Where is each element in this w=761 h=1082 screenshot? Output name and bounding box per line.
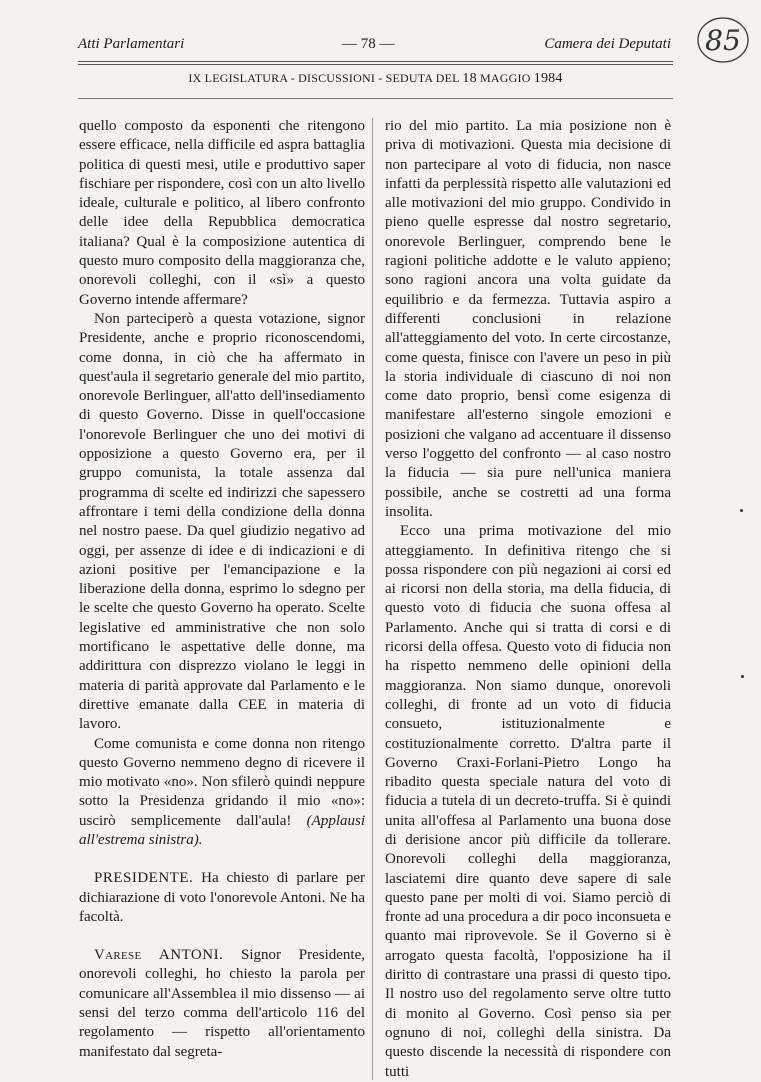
session-subheader: [78, 71, 673, 87]
session-legislature: IX LEGISLATURA - DISCUSSIONI - SEDUTA DEL: [188, 71, 463, 85]
session-day: 18: [462, 71, 477, 86]
speaker-last-name: ANTONI.: [141, 947, 224, 964]
left-paragraph-1: quello composto da esponenti che ritengono essere efficace, nella difficile ed aspra battaglia politica di questi mesi, utile e produttivo saper fischiare per rispondere, così con un alto livello ideale, culturale e politico, al libero confronto delle idee della Repubblica democratica italiana? Qual è la composizione autentica di questo muro composito della maggioranza che, onorevoli colleghi, con il «sì» a questo Governo intende affermare?: [79, 118, 365, 308]
scan-speck: [740, 509, 743, 512]
session-month: MAGGIO: [476, 71, 534, 85]
speaker-text: Signor Presidente, onorevoli colleghi, ho chiesto la parola per comunicare all'Assemblea il mio dissenso — ai sensi del terzo comma dell'articolo 116 del regolamento — rispetto all'orientamento manifestato dal segreta-: [79, 947, 365, 1060]
president-text: Ha chiesto di parlare per dichiarazione di voto l'onorevole Antoni. Ne ha facoltà.: [79, 870, 365, 925]
journal-title: Atti Parlamentari: [78, 36, 185, 52]
speaker-first-name: Varese: [94, 947, 142, 964]
page-number: — 78 —: [342, 36, 395, 52]
scan-speck: [741, 675, 744, 678]
left-column: [79, 117, 365, 1062]
subheader-rule: [78, 98, 673, 99]
header-rule-bottom: [78, 64, 673, 65]
right-paragraph-2: Ecco una prima motivazione del mio atteggiamento. In definitiva ritengo che si possa rispondere con più negazioni ai corsi ed ai ricorsi non della storia, ma della fiducia, di questo voto di fiducia che suona offesa al Parlamento. Anche qui si tratta di corsi e di ricorsi della offesa. Questo voto di fiducia non ha rispetto nemmeno delle opinioni della maggioranza. Non siamo dunque, onorevoli colleghi, di fronte ad un voto di fiducia consueto, istituzionalmente e costituzionalmente corretto. D'altra parte il Governo Craxi-Forlani-Pietro Longo ha ribadito questa speciale natura del voto di fiducia a tutela di un decreto-truffa. Si è quindi unita all'offesa al Parlamento una buona dose di derisione ancor più difficile da tollerare. Onorevoli colleghi della maggioranza, lasciatemi dire quanto deve sapere di sale questo pane per molti di voi. Siamo perciò di fronte ad una procedura a dir poco inconsueta e quanto mai riprovevole. Se il Governo si è arrogato questa facoltà, l'opposizione ha il diritto di contrastare una prassi di questo tipo. Il nostro uso del regolamento serve oltre tutto di monito al Governo. Così penso sia per ognuno di noi, colleghi della sinistra. Da questo discende la necessità di rispondere con tutti: [385, 523, 671, 1080]
speaker-paragraph: [79, 946, 365, 1062]
president-label: PRESIDENTE.: [94, 870, 194, 887]
chamber-title: Camera dei Deputati: [544, 36, 671, 52]
column-divider: [372, 118, 373, 1080]
handwritten-page-stamp: [693, 10, 751, 68]
applause-note: (Applausi all'estrema sinistra).: [79, 812, 365, 848]
stamp-number: 85: [705, 24, 741, 57]
president-paragraph: [79, 869, 365, 927]
left-paragraph-3-text: Come comunista e come donna non ritengo questo Governo nemmeno degno di ricevere il mio motivato «no». Non sfilerò quindi neppure sotto la Presidenza gridando il mio «no»: uscirò semplicemente dall'aula!: [79, 735, 365, 829]
right-paragraph-1: rio del mio partito. La mia posizione non è priva di motivazioni. Questa mia decisione di non partecipare al voto di fiducia, non nasce infatti da perplessità rispetto alle valutazioni ed alle motivazioni del mio gruppo. Condivido in pieno quelle espresse dal nostro segretario, onorevole Berlinguer, comprendo bene le ragioni politiche addotte e le valuto appieno; sono ragioni ancora una volta guidate da equilibrio e da fermezza. Tuttavia aspiro a differenti conclusioni in relazione all'atteggiamento del voto. In certe circostanze, come questa, finisce con l'avere un peso in più la storia individuale di ciascuno di noi non come dato proprio, bensì come esigenza di manifestare all'esterno singole emozioni e posizioni che valgano ad accentuare il dissenso verso l'oggetto del confronto — al caso nostro la fiducia — sia pure nell'unica maniera possibile, anche se costretti ad una forma insolita.: [385, 118, 671, 520]
header-rule-top: [78, 61, 673, 62]
right-column: [385, 117, 671, 1082]
session-year: 1984: [533, 71, 563, 86]
left-paragraph-2: Non parteciperò a questa votazione, signor Presidente, anche e proprio riconoscendomi, come donna, in ciò che ha affermato in quest'aula il segretario generale del mio partito, onorevole Berlinguer, all'atto dell'insediamento di questo Governo. Disse in quell'occasione l'onorevole Berlinguer che uno dei motivi di opposizione a questo Governo era, per il gruppo comunista, la totale assenza dal programma di scelte ed indirizzi che sapessero affrontare i temi della condizione della donna nel nostro paese. Da quel giudizio negativo ad oggi, per assenze di idee e di indicazioni e di azioni positive per l'emancipazione e la liberazione della donna, esprimo lo sdegno per le scelte che questo Governo ha operato. Scelte legislative ed amministrative che non solo mortificano le aspettative delle donne, ma addirittura con disprezzo violano le leggi in materia di parità approvate dal Parlamento e le direttive emanate dalla CEE in materia di lavoro.: [79, 310, 365, 733]
left-paragraph-3: [79, 735, 365, 851]
page-header: [78, 34, 673, 58]
